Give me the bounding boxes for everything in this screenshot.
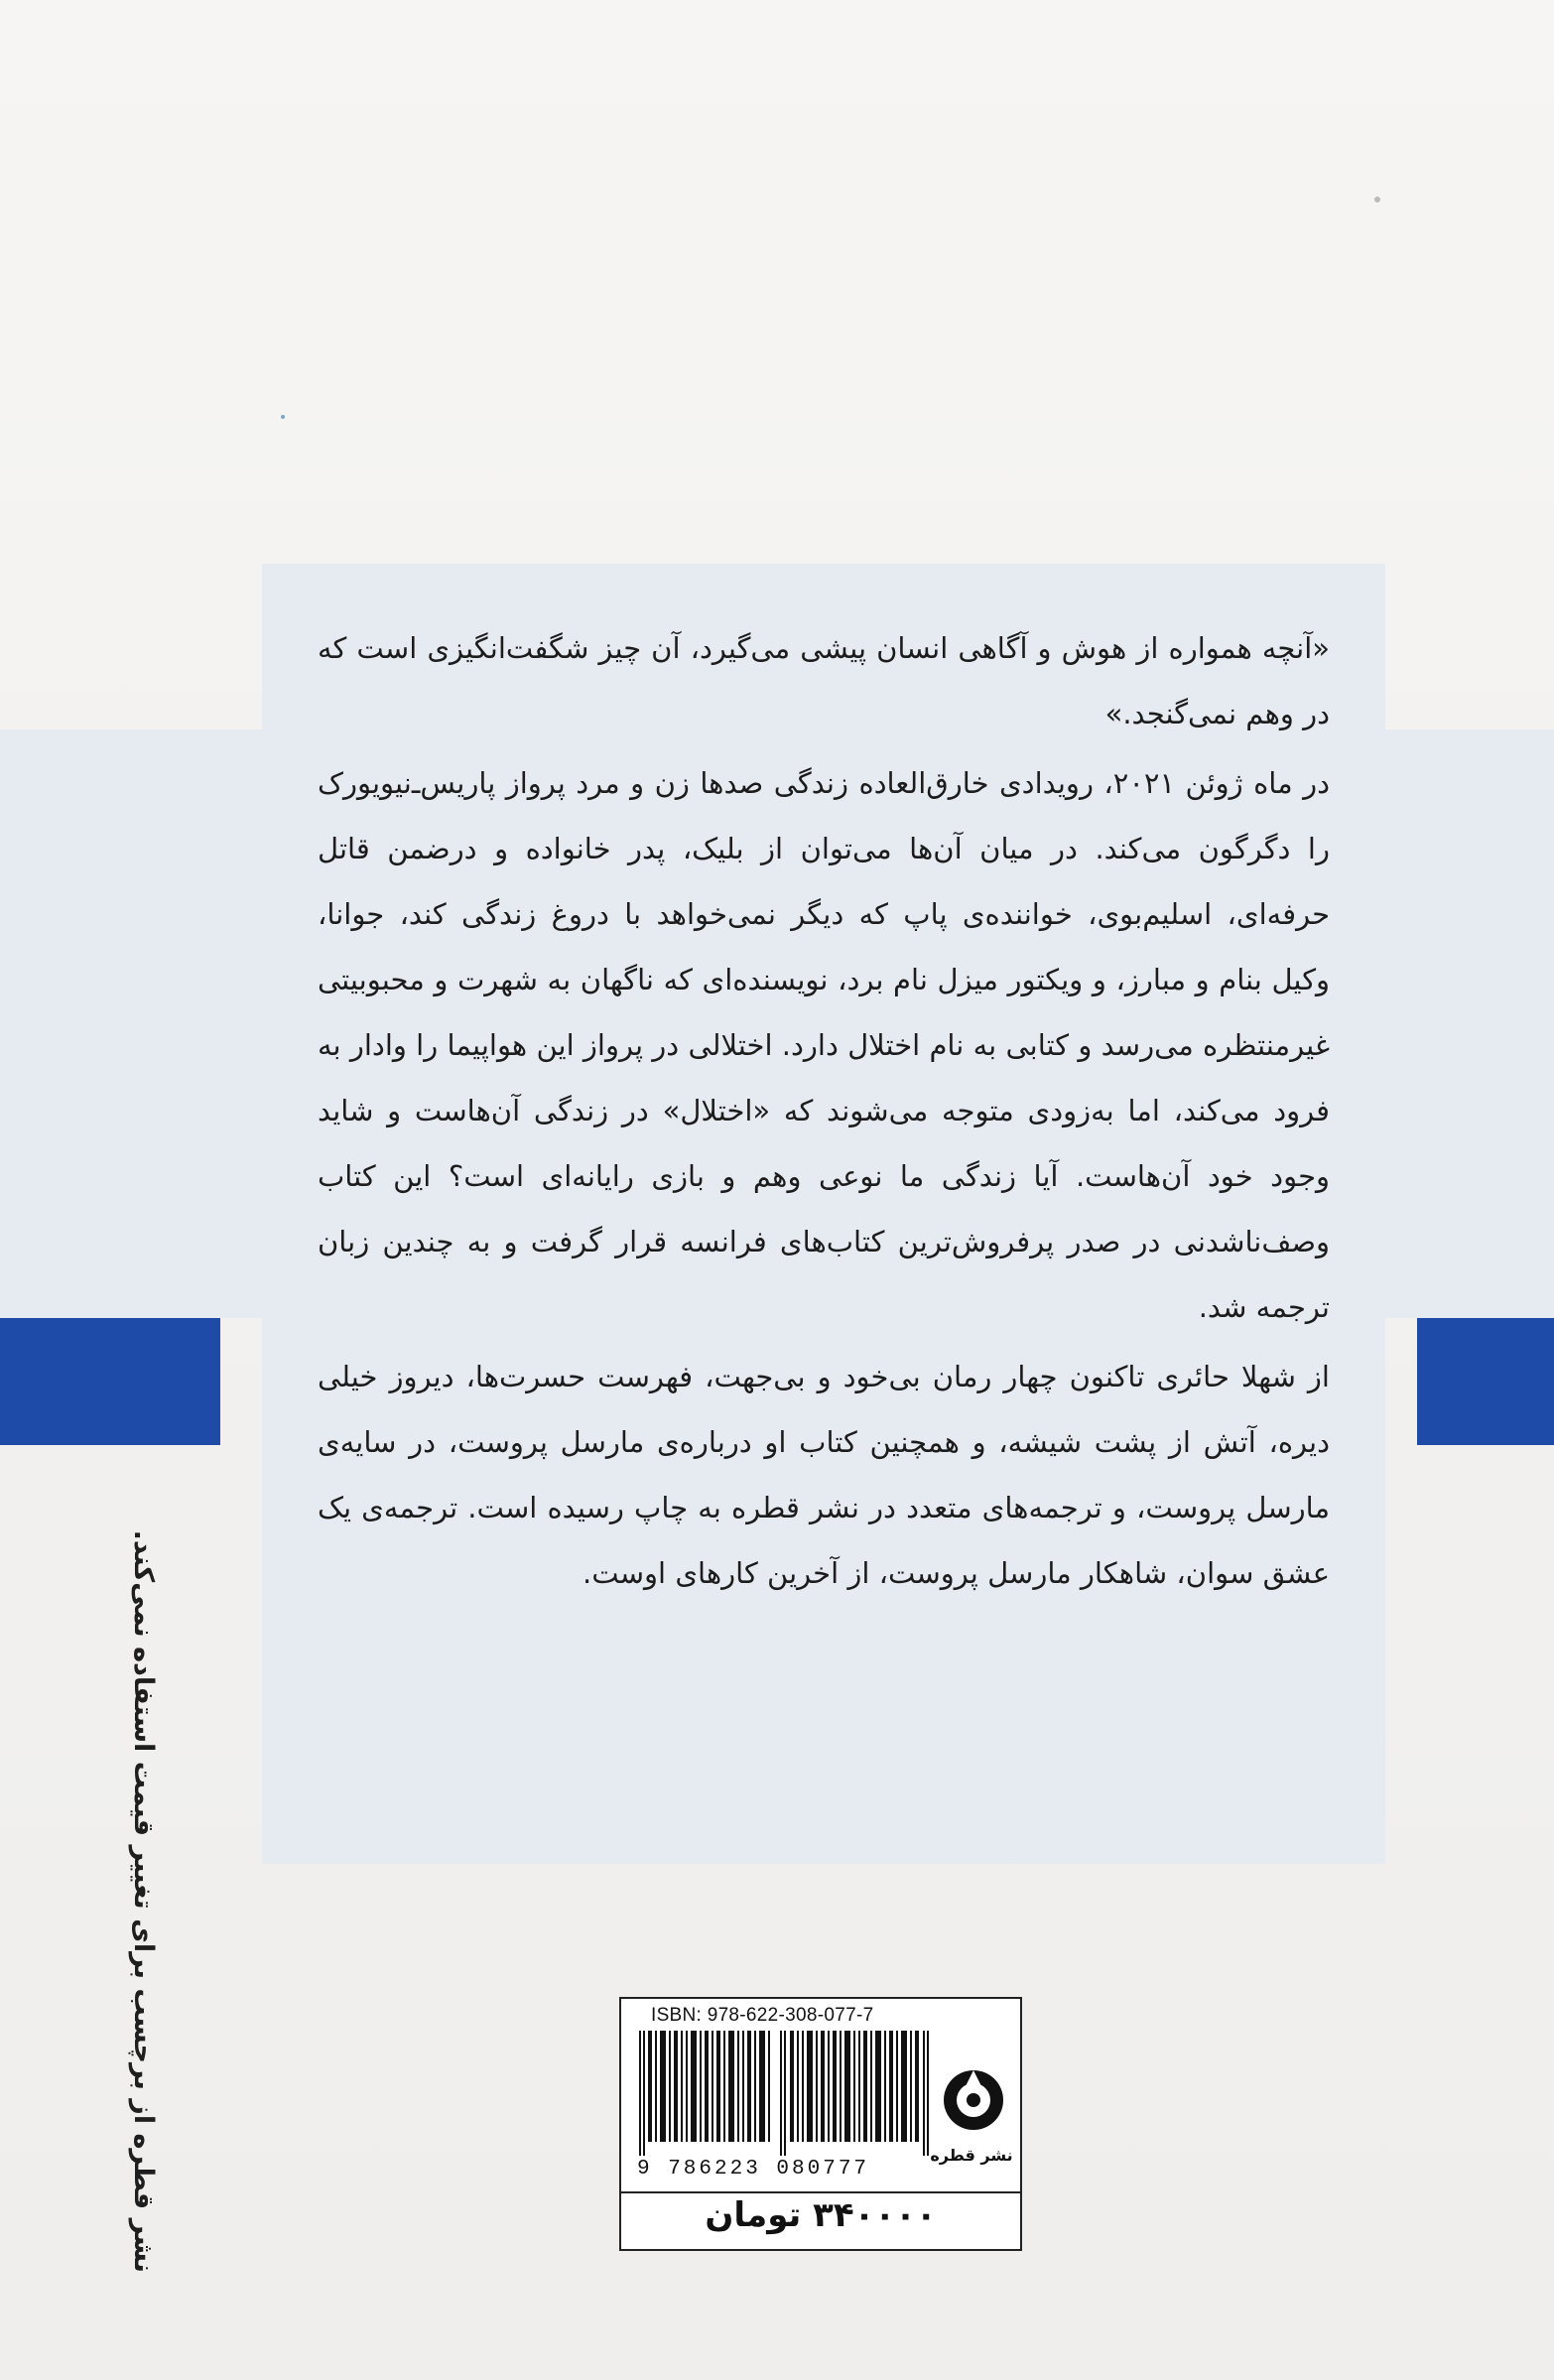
price-sticker-note-text: نشر قطره از برچسب برای تغییر قیمت استفاده نمی‌کند. bbox=[128, 1529, 159, 2273]
accent-bar-left bbox=[0, 1318, 220, 1445]
paper-speck bbox=[281, 415, 285, 419]
barcode-icon bbox=[639, 2031, 933, 2156]
isbn-digits: 9 786223 080777 bbox=[637, 2158, 870, 2181]
blurb-text bbox=[318, 615, 1330, 1610]
barcode-box bbox=[619, 1997, 1022, 2251]
accent-bar-right bbox=[1417, 1318, 1554, 1445]
paper-speck bbox=[1374, 197, 1380, 202]
price-label: ۳۴۰۰۰۰ تومان bbox=[705, 2195, 937, 2235]
blurb-quote: «آنچه همواره از هوش و آگاهی انسان پیشی می‌گیرد، آن چیز شگفت‌انگیزی است که در وهم نمی‌گنجد.» bbox=[318, 631, 1330, 730]
panel-wing-right bbox=[1385, 729, 1554, 1318]
panel-wing-left bbox=[0, 729, 262, 1318]
blurb-paragraph: در ماه ژوئن ۲۰۲۱، رویدادی خارق‌العاده زندگی صدها زن و مرد پرواز پاریس‌ـ‌نیویورک را دگرگون می‌کند. در میان آن‌ها می‌توان از بلیک، پدر خانواده و درضمن قاتل حرفه‌ای، اسلیم‌بوی، خواننده‌ی پاپ که دیگر نمی‌خواهد با دروغ زندگی کند، جوانا، وکیل بنام و مبارز، و ویکتور میزل نام برد، نویسنده‌ای که ناگهان به شهرت و محبوبیتی غیرمنتظره می‌رسد و کتابی به نام اختلال دارد. اختلالی در پرواز این هواپیما را وادار به فرود می‌کند، اما به‌زودی متوجه می‌شوند که «اختلال» در زندگی آن‌هاست و شاید وجود خود آن‌هاست. آیا زندگی ما نوعی وهم و بازی رایانه‌ای است؟ این کتاب وصف‌ناشدنی در صدر پرفروش‌ترین کتاب‌های فرانسه قرار گرفت و به چندین زبان ترجمه شد. bbox=[318, 766, 1330, 1324]
price-divider bbox=[621, 2191, 1020, 2193]
publisher-logo-icon bbox=[937, 2035, 1010, 2162]
author-paragraph: از شهلا حائری تاکنون چهار رمان بی‌خود و بی‌جهت، فهرست حسرت‌ها، دیروز خیلی دیره، آتش از پشت شیشه، و همچنین کتاب او درباره‌ی مارسل پروست، در سایه‌ی مارسل پروست، و ترجمه‌های متعدد در نشر قطره به چاپ رسیده است. ترجمه‌ی یک عشق سوان، شاهکار مارسل پروست، از آخرین کارهای اوست. bbox=[318, 1360, 1330, 1590]
isbn-label: ISBN: 978-622-308-077-7 bbox=[651, 2005, 874, 2026]
publisher-name: نشر قطره bbox=[930, 2146, 1013, 2165]
